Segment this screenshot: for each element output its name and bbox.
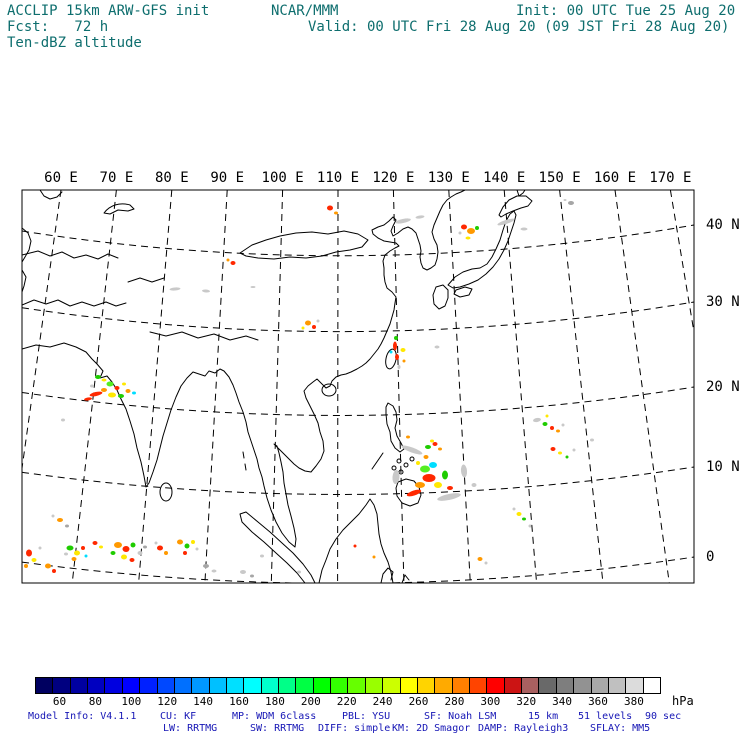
colorbar-cell (88, 678, 105, 693)
model-info-item: Model Info: V4.1.1 (28, 711, 137, 722)
echo-blob (478, 557, 483, 561)
lon-label: 150 E (538, 170, 581, 186)
colorbar-tick-label: 200 (300, 695, 321, 708)
echo-blob (95, 375, 101, 379)
echo-blob (437, 492, 462, 503)
echo-blob (24, 564, 28, 568)
valid-time-label: Valid: 00 UTC Fri 28 Aug 20 (09 JST Fri 28 Aug 20) (308, 19, 730, 35)
echo-blob (472, 483, 477, 487)
echo-blob (123, 546, 130, 552)
echo-blob (430, 440, 434, 443)
lon-label: 140 E (483, 170, 526, 186)
echo-blob (121, 555, 127, 560)
echo-blob (395, 354, 399, 360)
colorbar-tick-label: 380 (623, 695, 644, 708)
echo-blob (533, 417, 542, 422)
colorbar (35, 677, 661, 694)
lat-label: 40 N (706, 217, 740, 233)
colorbar-tick-label: 100 (121, 695, 142, 708)
echo-blob (132, 392, 136, 395)
echo-blob (447, 486, 453, 490)
echo-blob (398, 365, 401, 369)
meridian-line (393, 190, 404, 583)
echo-blob (57, 518, 63, 522)
colorbar-cell (175, 678, 192, 693)
echo-blob (415, 482, 425, 488)
colorbar-tick-label: 340 (552, 695, 573, 708)
echo-blob (250, 575, 254, 578)
echo-blob (61, 419, 65, 422)
colorbar-cell (435, 678, 452, 693)
model-info-item: SW: RRTMG (250, 723, 305, 734)
colorbar-tick-label: 180 (264, 695, 285, 708)
colorbar-cell (158, 678, 175, 693)
colorbar-tick-label: 120 (157, 695, 178, 708)
echo-blob (32, 558, 37, 562)
colorbar-cell (644, 678, 660, 693)
echo-blob (85, 555, 88, 558)
colorbar-cell (453, 678, 470, 693)
echo-blob (513, 508, 516, 511)
echo-blob (251, 286, 256, 288)
echo-blob (466, 237, 471, 240)
echo-blob (93, 541, 98, 545)
colorbar-unit-label: hPa (672, 694, 694, 708)
model-info-item: KM: 2D Smagor (392, 723, 471, 734)
echo-blob (395, 217, 411, 224)
echo-blob (401, 348, 406, 352)
model-info-item: PBL: YSU (342, 711, 391, 722)
echo-blob (467, 228, 475, 234)
echo-blob (566, 456, 569, 459)
colorbar-tick-label: 360 (588, 695, 608, 708)
colorbar-cell (105, 678, 122, 693)
echo-blob (130, 558, 135, 562)
colorbar-cell (53, 678, 70, 693)
colorbar-cell (279, 678, 296, 693)
colorbar-tick-label: 140 (193, 695, 214, 708)
echo-blob (107, 382, 114, 387)
colorbar-cell (470, 678, 487, 693)
lon-label: 170 E (649, 170, 692, 186)
echo-blob (393, 342, 397, 351)
meridian-line (560, 190, 603, 583)
echo-blob (529, 525, 532, 528)
colorbar-cell (487, 678, 504, 693)
colorbar-cell (314, 678, 331, 693)
field-name-label: Ten-dBZ altitude (7, 35, 142, 51)
echo-blob (551, 447, 556, 451)
meridian-line (72, 190, 116, 583)
meridian-line (504, 190, 536, 583)
colorbar-cell (383, 678, 400, 693)
echo-blob (72, 557, 77, 561)
echo-blob (297, 571, 301, 574)
echo-blob (111, 551, 116, 555)
echo-blob (438, 448, 442, 451)
echo-blob (114, 542, 122, 548)
colorbar-cell (296, 678, 313, 693)
colorbar-cell (262, 678, 279, 693)
echo-blob (425, 445, 431, 449)
echo-blob (26, 550, 32, 557)
echo-blob (420, 466, 430, 473)
echo-blob (521, 228, 528, 231)
meridian-line (6, 190, 61, 583)
echo-blob (543, 422, 548, 426)
echo-blob (52, 569, 56, 573)
echo-blob (39, 547, 42, 550)
lon-label: 160 E (593, 170, 637, 186)
meridian-line (615, 190, 669, 583)
echo-blob (475, 226, 479, 230)
echo-blob (101, 388, 107, 392)
echo-blob (434, 482, 442, 488)
echo-blob (67, 546, 74, 551)
colorbar-cell (348, 678, 365, 693)
colorbar-cell (123, 678, 140, 693)
colorbar-cell (140, 678, 157, 693)
meridian-line (139, 190, 172, 583)
model-info-item: SFLAY: MM5 (590, 723, 651, 734)
colorbar-cell (192, 678, 209, 693)
echo-blob (327, 206, 333, 211)
colorbar-tick-label: 280 (444, 695, 465, 708)
echo-blob (89, 391, 103, 398)
echo-blob (126, 389, 131, 393)
echo-blob (64, 553, 68, 556)
model-info-item: LW: RRTMG (163, 723, 218, 734)
lon-label: 100 E (261, 170, 304, 186)
echo-blob (203, 564, 209, 568)
echo-blob (550, 426, 554, 430)
echo-blob (52, 515, 55, 518)
echo-blob (522, 518, 526, 521)
echo-blob (191, 540, 195, 544)
echo-blob (435, 346, 440, 349)
colorbar-tick-label: 320 (516, 695, 537, 708)
org-label: NCAR/MMM (271, 3, 339, 19)
echo-blob (497, 217, 515, 226)
echo-blob (394, 336, 398, 340)
model-info-item: 51 levels (578, 711, 633, 722)
echo-blob (517, 512, 522, 516)
plot-title: ACCLIP 15km ARW-GFS init (7, 3, 210, 19)
colorbar-cell (609, 678, 626, 693)
colorbar-tick-label: 60 (52, 695, 67, 708)
echo-blob (354, 545, 357, 548)
colorbar-cell (366, 678, 383, 693)
echo-blob (334, 212, 338, 215)
echo-blob (185, 544, 190, 549)
lat-label: 30 N (706, 294, 740, 310)
colorbar-cell (36, 678, 53, 693)
colorbar-cell (244, 678, 261, 693)
echo-blob (102, 379, 107, 382)
colorbar-cell (210, 678, 227, 693)
lon-label: 70 E (99, 170, 134, 186)
echo-blob (558, 452, 562, 455)
model-info-item: CU: KF (160, 711, 197, 722)
echo-blob (99, 546, 103, 549)
lat-label: 10 N (706, 459, 740, 475)
colorbar-cell (539, 678, 556, 693)
parallel-line (22, 302, 694, 332)
echo-blob (433, 442, 438, 446)
echo-blob (231, 261, 236, 265)
lon-label: 120 E (372, 170, 415, 186)
echo-blob (564, 199, 567, 201)
colorbar-cell (522, 678, 539, 693)
echo-blob (157, 546, 163, 551)
echo-blob (546, 415, 549, 418)
lon-label: 80 E (154, 170, 189, 186)
echo-blob (416, 461, 420, 465)
echo-blob (415, 215, 424, 219)
colorbar-cell (227, 678, 244, 693)
echo-blob (240, 570, 246, 574)
echo-blob (115, 386, 120, 390)
echo-blob (590, 439, 594, 442)
model-info-item: DAMP: Rayleigh3 (478, 723, 569, 734)
model-info-item: SF: Noah LSM (424, 711, 497, 722)
echo-blob (177, 540, 183, 545)
lon-label: 130 E (427, 170, 470, 186)
colorbar-cell (505, 678, 522, 693)
echo-blob (573, 449, 576, 452)
echo-blob (305, 321, 311, 326)
echo-blob (65, 525, 69, 528)
echo-blob (227, 259, 230, 262)
colorbar-cell (574, 678, 591, 693)
echo-blob (390, 351, 393, 354)
echo-blob (202, 289, 210, 293)
map-frame (22, 190, 694, 583)
echo-blob (108, 393, 116, 398)
parallel-line (22, 225, 694, 256)
meridian-line (205, 190, 227, 583)
echo-blob (562, 424, 565, 427)
echo-blob (143, 546, 147, 549)
echo-blob (429, 462, 437, 468)
lat-label: 0 (706, 549, 715, 565)
echo-blob (460, 464, 467, 477)
colorbar-tick-label: 300 (480, 695, 501, 708)
colorbar-cell (418, 678, 435, 693)
colorbar-cell (331, 678, 348, 693)
parallel-line (22, 557, 694, 583)
echo-blob (461, 225, 467, 230)
echo-blob (74, 551, 80, 556)
colorbar-tick-label: 260 (408, 695, 429, 708)
echo-blob (212, 570, 217, 573)
colorbar-tick-label: 160 (229, 695, 249, 708)
colorbar-cell (557, 678, 574, 693)
echo-blob (373, 556, 376, 559)
lat-label: 20 N (706, 379, 740, 395)
echo-blob (169, 287, 180, 291)
echo-blob (45, 564, 51, 569)
echo-blob (459, 232, 462, 235)
echo-blob (556, 430, 560, 433)
echo-blob (81, 546, 85, 550)
colorbar-cell (71, 678, 88, 693)
echo-blob (196, 548, 199, 551)
colorbar-tick-label: 240 (372, 695, 393, 708)
echo-blob (302, 327, 305, 330)
echo-blob (403, 360, 406, 363)
echo-blob (401, 444, 423, 456)
echo-blob (423, 474, 436, 482)
echo-blob (424, 455, 429, 459)
model-info-item: DIFF: simple (318, 723, 391, 734)
forecast-hour-label: Fcst: 72 h (7, 19, 109, 35)
parallel-line (22, 387, 694, 415)
echo-blob (138, 551, 143, 555)
echo-blob (183, 551, 187, 555)
echo-blob (122, 383, 126, 386)
echo-blob (90, 385, 94, 388)
echo-blob (164, 551, 168, 555)
echo-blob (260, 555, 264, 558)
lon-label: 110 E (316, 170, 360, 186)
lon-label: 90 E (210, 170, 245, 186)
model-info-item: 15 km (528, 711, 559, 722)
echo-blob (312, 325, 316, 329)
colorbar-tick-label: 80 (88, 695, 103, 708)
echo-blob (317, 320, 320, 323)
echo-blob (568, 201, 574, 205)
echo-blob (131, 543, 136, 548)
model-info-item: 90 sec (645, 711, 682, 722)
colorbar-cell (401, 678, 418, 693)
echo-blob (155, 542, 158, 545)
echo-blob (118, 394, 124, 398)
model-info-item: MP: WDM 6class (232, 711, 317, 722)
init-time-label: Init: 00 UTC Tue 25 Aug 20 (516, 3, 736, 19)
echo-blob (406, 436, 410, 439)
echo-blob (485, 562, 488, 565)
colorbar-cell (592, 678, 609, 693)
echo-blob (442, 471, 448, 480)
colorbar-tick-label: 220 (336, 695, 357, 708)
meridian-line (449, 190, 471, 583)
lon-label: 60 E (44, 170, 78, 186)
colorbar-cell (626, 678, 643, 693)
